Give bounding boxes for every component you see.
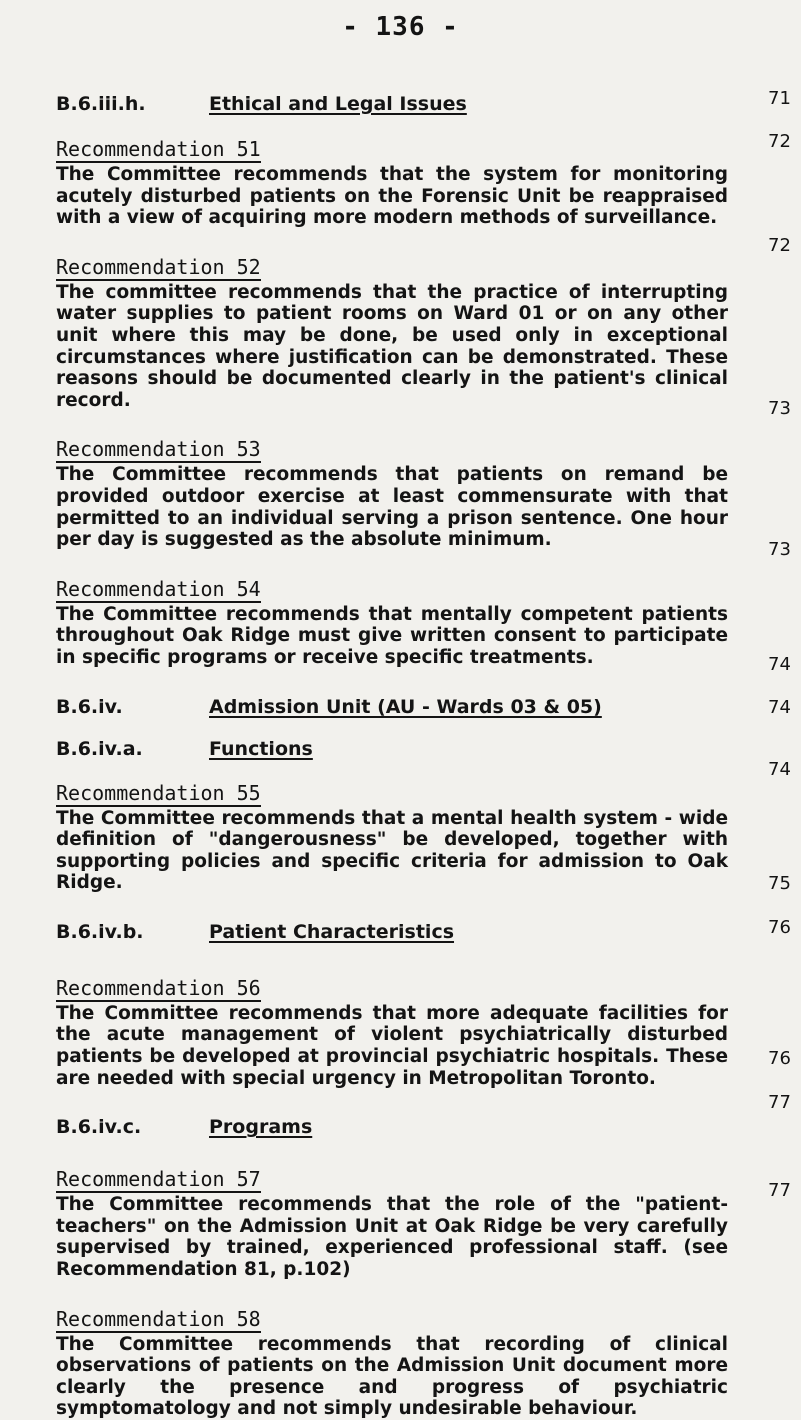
section-title: Functions: [209, 737, 313, 760]
section-heading: [56, 735, 728, 763]
section-heading: [56, 693, 728, 721]
section-heading: [56, 1113, 728, 1141]
recommendation-57: [56, 1167, 728, 1280]
margin-number: 72: [768, 235, 791, 256]
margin-number: 77: [768, 1092, 791, 1113]
recommendation-text: The Committee recommends that the role of the "patient-teachers" on the Admission Unit at Oak Ridge be very carefully supervised by trained, experienced professional staff. (see Recommendation 81, p.102): [56, 1194, 728, 1281]
margin-number: 77: [768, 1180, 791, 1201]
recommendation-53: [56, 437, 728, 550]
margin-number: 74: [768, 759, 791, 780]
section-code: B.6.iv.: [56, 695, 123, 718]
section-heading: [56, 918, 728, 946]
page-number: - 136 -: [342, 12, 459, 42]
margin-number: 75: [768, 873, 791, 894]
recommendation-heading: Recommendation 56: [56, 975, 261, 1000]
recommendation-52: [56, 255, 728, 412]
recommendation-58: [56, 1307, 728, 1420]
recommendation-text: The Committee recommends that a mental health system - wide definition of "dangerousness" be developed, together with supporting policies and specific criteria for admission to Oak Ridge.: [56, 807, 728, 894]
section-code: B.6.iv.b.: [56, 920, 144, 943]
section-title: Ethical and Legal Issues: [209, 93, 467, 115]
section-title: Programs: [209, 1116, 313, 1139]
recommendation-heading: Recommendation 57: [56, 1167, 261, 1192]
document-body: [56, 90, 728, 1420]
section-code: B.6.iv.c.: [56, 1116, 142, 1139]
recommendation-51: [56, 137, 728, 229]
section-title: Patient Characteristics: [209, 920, 455, 943]
recommendation-56: [56, 976, 728, 1089]
recommendation-heading: Recommendation 52: [56, 254, 261, 279]
margin-number: 76: [768, 917, 791, 938]
recommendation-heading: Recommendation 51: [56, 137, 261, 161]
section-code: B.6.iii.h.: [56, 93, 146, 115]
section-title: Admission Unit (AU - Wards 03 & 05): [209, 695, 602, 718]
recommendation-text: The Committee recommends that recording of clinical observations of patients on the Admission Unit document more clearly the presence and progress of psychiatric symptomatology and not simply undesirable behaviour.: [56, 1333, 728, 1420]
recommendation-heading: Recommendation 58: [56, 1306, 261, 1331]
recommendation-heading: Recommendation 54: [56, 576, 261, 601]
margin-number: 72: [768, 131, 791, 152]
recommendation-heading: Recommendation 55: [56, 780, 261, 805]
section-heading: [56, 90, 728, 118]
recommendation-text: The Committee recommends that the system for monitoring acutely disturbed patients on the Forensic Unit be reappraised with a view of acquiring more modern methods of surveillance.: [56, 164, 728, 229]
section-code: B.6.iv.a.: [56, 737, 143, 760]
margin-number: 73: [768, 539, 791, 560]
recommendation-text: The Committee recommends that mentally competent patients throughout Oak Ridge must give written consent to participate in specific programs or receive specific treatments.: [56, 603, 728, 668]
recommendation-text: The Committee recommends that more adequate facilities for the acute management of violent psychiatrically disturbed patients be developed at provincial psychiatric hospitals. These are needed with special urgency in Metropolitan Toronto.: [56, 1002, 728, 1089]
recommendation-text: The Committee recommends that patients on remand be provided outdoor exercise at least commensurate with that permitted to an individual serving a prison sentence. One hour per day is suggested as the absolute minimum.: [56, 464, 728, 551]
margin-number: 73: [768, 398, 791, 419]
recommendation-text: The committee recommends that the practice of interrupting water supplies to patient rooms on Ward 01 or on any other unit where this may be done, be used only in exceptional circumstances where justification can be demonstrated. These reasons should be documented clearly in the patient's clinical record.: [56, 281, 728, 411]
recommendation-54: [56, 577, 728, 669]
margin-number: 74: [768, 654, 791, 675]
margin-number: 76: [768, 1048, 791, 1069]
recommendation-heading: Recommendation 53: [56, 437, 261, 462]
margin-number: 71: [768, 88, 791, 109]
margin-number: 74: [768, 697, 791, 718]
recommendation-55: [56, 781, 728, 894]
